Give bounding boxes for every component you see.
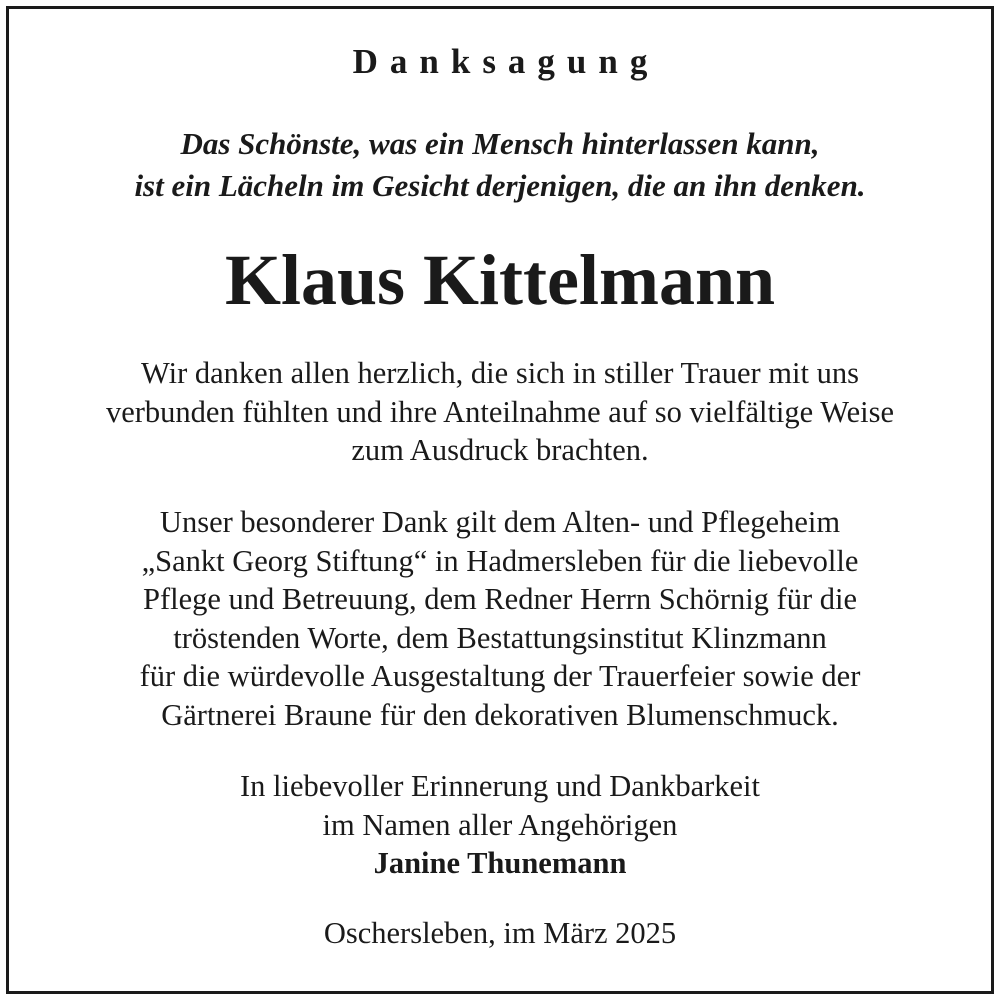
motto-line: Das Schönste, was ein Mensch hinterlassen kann, xyxy=(180,126,820,161)
deceased-name: Klaus Kittelmann xyxy=(224,240,776,320)
paragraph-line: verbunden fühlten und ihre Anteilnahme auf so vielfältige Weise xyxy=(105,394,895,429)
special-thanks-paragraph xyxy=(0,503,1000,734)
signatory-name: Janine Thunemann xyxy=(373,846,627,880)
motto-line: ist ein Lächeln im Gesicht derjenigen, die an ihn denken. xyxy=(134,168,866,203)
paragraph-line: tröstenden Worte, dem Bestattungsinstitut Klinzmann xyxy=(173,620,827,655)
paragraph-line: zum Ausdruck brachten. xyxy=(351,433,649,467)
paragraph-line: „Sankt Georg Stiftung“ in Hadmersleben für die liebevolle xyxy=(141,543,859,578)
paragraph-line: Pflege und Betreuung, dem Redner Herrn Schörnig für die xyxy=(142,582,857,616)
closing-section xyxy=(0,767,1000,883)
closing-line: im Namen aller Angehörigen xyxy=(322,807,678,842)
motto-quote xyxy=(0,123,1000,207)
paragraph-line: Wir danken allen herzlich, die sich in stiller Trauer mit uns xyxy=(141,356,859,390)
paragraph-line: Gärtnerei Braune für den dekorativen Blumenschmuck. xyxy=(161,697,839,732)
general-thanks-paragraph xyxy=(0,354,1000,470)
closing-line: In liebevoller Erinnerung und Dankbarkeit xyxy=(239,769,761,803)
paragraph-line: Unser besonderer Dank gilt dem Alten- und Pflegeheim xyxy=(159,505,841,539)
paragraph-line: für die würdevolle Ausgestaltung der Trauerfeier sowie der xyxy=(139,659,861,693)
notice-heading: Danksagung xyxy=(352,42,660,81)
place-and-date: Oschersleben, im März 2025 xyxy=(323,916,677,950)
